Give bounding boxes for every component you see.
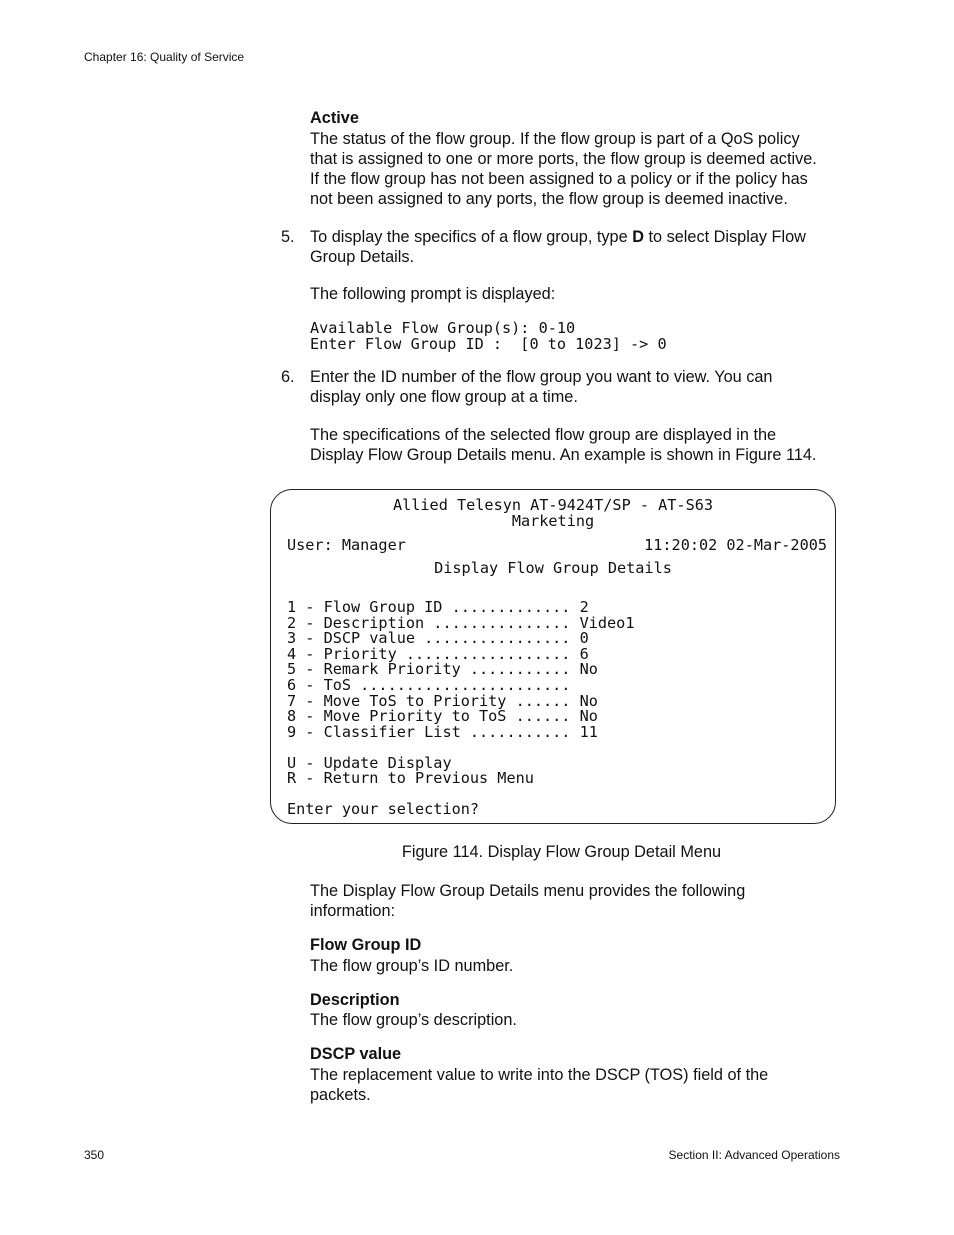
menu-item-update-display: U - Update Display (287, 754, 452, 772)
code-line: Available Flow Group(s): 0-10 (310, 319, 576, 337)
text-line (310, 227, 850, 247)
def-desc-description: The flow group’s description. (310, 1011, 517, 1029)
text-line: The replacement value to write into the DSCP (TOS) field of the (310, 1066, 769, 1084)
key-d: D (632, 228, 644, 246)
menu-item-tos: 6 - ToS ....................... (287, 676, 571, 694)
prompt-intro: The following prompt is displayed: (310, 285, 556, 303)
menu-item-return: R - Return to Previous Menu (287, 769, 534, 787)
text-line: The Display Flow Group Details menu provides the following (310, 882, 746, 900)
code-line: Enter Flow Group ID : [0 to 1023] -> 0 (310, 334, 667, 353)
active-heading: Active (310, 109, 359, 127)
text-line: information: (310, 902, 396, 920)
text-fragment: to select Display Flow (643, 228, 806, 246)
page-header: Chapter 16: Quality of Service (84, 50, 245, 64)
text-line: packets. (310, 1086, 371, 1104)
terminal-title: Allied Telesyn AT-9424T/SP - AT-S63 (392, 496, 714, 514)
menu-item-dscp-value: 3 - DSCP value ................ 0 (287, 629, 589, 647)
step-6-paragraph (310, 425, 870, 465)
menu-item-move-priority-to-tos: 8 - Move Priority to ToS ...... No (287, 707, 598, 725)
text-line: not been assigned to any ports, the flow group is deemed inactive. (310, 190, 788, 208)
footer-section: Section II: Advanced Operations (668, 1148, 840, 1162)
def-desc-dscp-value (310, 1065, 850, 1105)
text-line: display only one flow group at a time. (310, 388, 578, 406)
text-line: Enter the ID number of the flow group you want to view. You can (310, 368, 773, 386)
info-intro (310, 881, 850, 921)
terminal-menu-title: Display Flow Group Details (434, 559, 672, 577)
step-5-number: 5. (281, 228, 295, 246)
menu-item-move-tos-to-priority: 7 - Move ToS to Priority ...... No (287, 692, 598, 710)
step-6-number: 6. (281, 368, 295, 386)
menu-item-priority: 4 - Priority .................. 6 (287, 645, 589, 663)
text-fragment: To display the specifics of a flow group, type (310, 228, 633, 246)
text-line: If the flow group has not been assigned to a policy or if the policy has (310, 170, 808, 188)
terminal-prompt: Enter your selection? (287, 800, 480, 818)
menu-item-description: 2 - Description ............... Video1 (287, 614, 635, 632)
terminal-screen (270, 489, 836, 824)
terminal-datetime: 11:20:02 02-Mar-2005 (644, 536, 827, 554)
text-line: The status of the flow group. If the flow group is part of a QoS policy (310, 130, 800, 148)
text-line: Group Details. (310, 248, 415, 266)
step-5-text (310, 227, 850, 267)
terminal-subtitle: Marketing (511, 512, 595, 530)
def-term-dscp-value: DSCP value (310, 1045, 402, 1063)
menu-item-remark-priority: 5 - Remark Priority ........... No (287, 660, 598, 678)
figure-caption: Figure 114. Display Flow Group Detail Menu (401, 843, 722, 861)
def-term-description: Description (310, 991, 400, 1009)
def-term-flow-group-id: Flow Group ID (310, 936, 422, 954)
page-number: 350 (84, 1148, 105, 1162)
prompt-code (310, 321, 850, 352)
text-line: Display Flow Group Details menu. An example is shown in Figure 114. (310, 446, 817, 464)
menu-item-flow-group-id: 1 - Flow Group ID ............. 2 (287, 598, 589, 616)
active-description (310, 129, 850, 209)
terminal-user: User: Manager (287, 536, 406, 554)
text-line: The specifications of the selected flow group are displayed in the (310, 426, 777, 444)
menu-item-classifier-list: 9 - Classifier List ........... 11 (287, 723, 598, 741)
def-desc-flow-group-id: The flow group’s ID number. (310, 957, 514, 975)
text-line: that is assigned to one or more ports, the flow group is deemed active. (310, 150, 817, 168)
step-6-text (310, 367, 850, 407)
